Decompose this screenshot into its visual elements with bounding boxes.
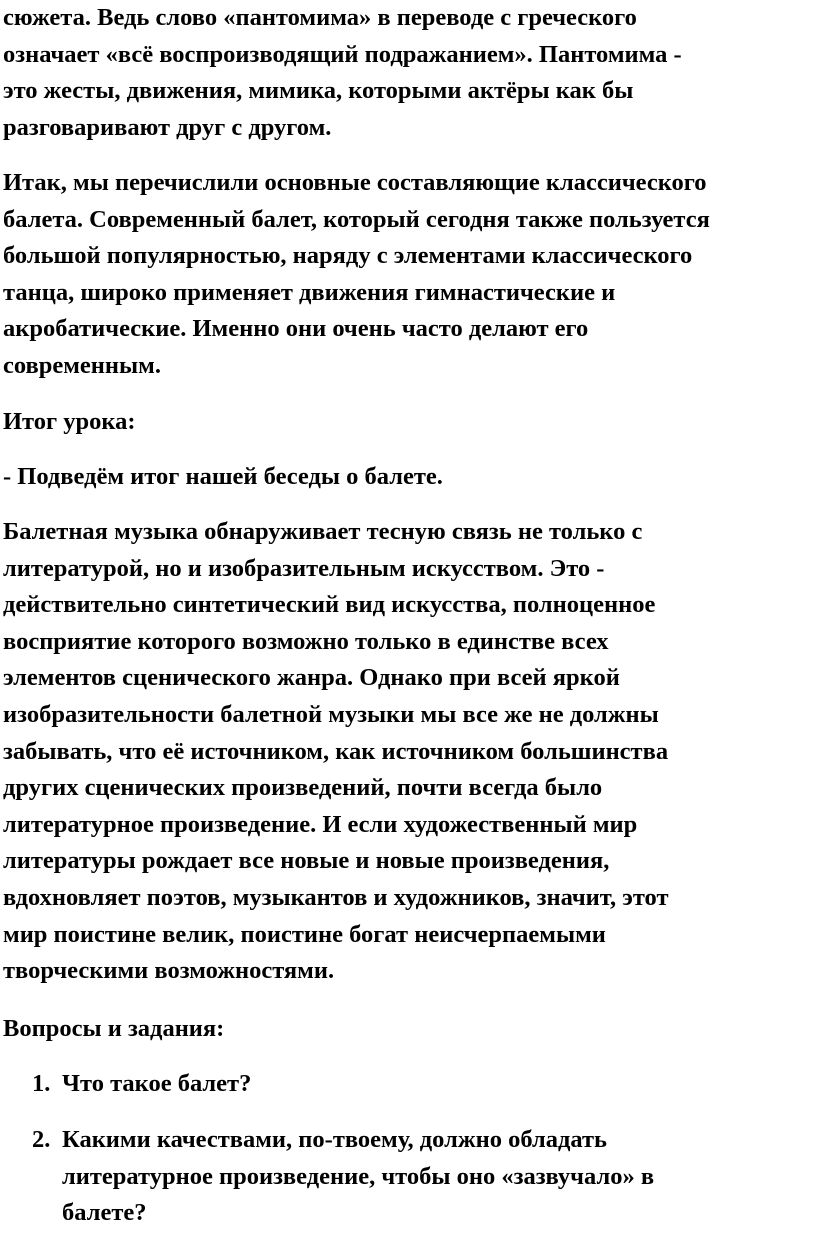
paragraph-ballet-music (3, 514, 669, 990)
list-number: 2. (32, 1126, 51, 1153)
text-line: - Подведём итог нашей беседы о балете. (3, 463, 443, 490)
text-line: Какими качествами, по-твоему, должно обладать (62, 1126, 607, 1153)
text-line: это жесты, движения, мимика, которыми актёры как бы (3, 77, 634, 105)
list-item (3, 1122, 654, 1232)
lesson-summary-heading (3, 404, 136, 441)
text-line: танца, широко применяет движения гимнастические и (3, 278, 616, 306)
paragraph-modern-ballet (3, 165, 710, 385)
text-line: элементов сценического жанра. Однако при всей яркой (3, 664, 620, 692)
list-item (3, 1066, 251, 1103)
text-line: творческими возможностями. (3, 957, 335, 985)
text-line: означает «всё воспроизводящий подражанием». Пантомима - (3, 40, 682, 68)
text-line: других сценических произведений, почти всегда было (3, 774, 603, 802)
text-line: литературой, но и изобразительным искусством. Это - (3, 554, 605, 582)
summary-intro (3, 459, 443, 496)
text-line: забывать, что её источником, как источником большинства (3, 737, 669, 765)
text-line: разговаривают друг с другом. (3, 113, 332, 141)
text-line: Что такое балет? (62, 1070, 252, 1097)
text-line: литературное произведение, чтобы оно «зазвучало» в (62, 1162, 655, 1190)
text-line: балета. Современный балет, который сегодня также пользуется (3, 205, 710, 233)
text-line: мир поистине велик, поистине богат неисчерпаемыми (3, 920, 606, 948)
text-line: вдохновляет поэтов, музыкантов и художников, значит, этот (3, 883, 669, 911)
text-line: изобразительности балетной музыки мы все же не должны (3, 700, 659, 728)
paragraph-pantomime (3, 0, 682, 146)
text-line: Итак, мы перечислили основные составляющие классического (3, 169, 707, 196)
text-line: литературы рождает все новые и новые произведения, (3, 847, 610, 875)
list-number: 1. (32, 1070, 51, 1097)
text-line: современным. (3, 351, 161, 379)
text-line: Итог урока: (3, 408, 136, 435)
questions-heading (3, 1011, 224, 1048)
text-line: восприятие которого возможно только в единстве всех (3, 627, 609, 655)
text-line: балете? (62, 1199, 147, 1227)
text-line: Балетная музыка обнаруживает тесную связь не только с (3, 518, 643, 545)
text-line: большой популярностью, наряду с элементами классического (3, 242, 693, 270)
text-line: Вопросы и задания: (3, 1015, 225, 1042)
text-line: акробатические. Именно они очень часто делают его (3, 315, 589, 343)
text-line: действительно синтетический вид искусства, полноценное (3, 591, 656, 619)
text-line: литературное произведение. И если художественный мир (3, 810, 638, 838)
text-line: сюжета. Ведь слово «пантомима» в переводе с греческого (3, 4, 637, 31)
